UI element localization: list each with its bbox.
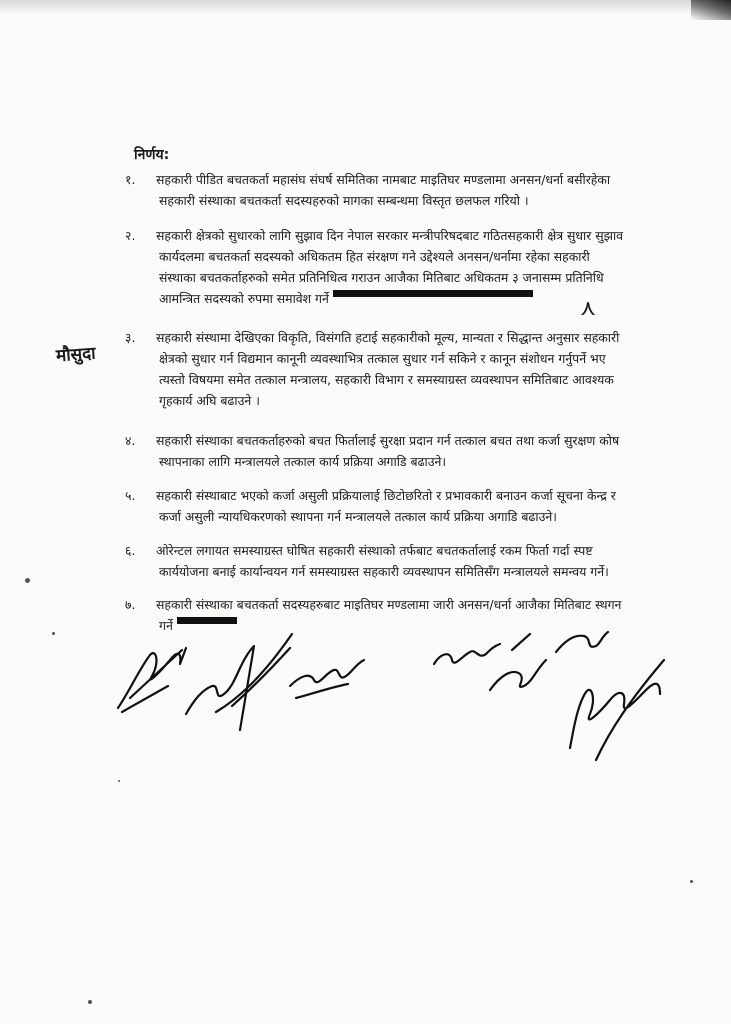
item-line: सहकारी संस्थाबाट भएको कर्जा असुली प्रक्रियालाई छिटोछरितो र प्रभावकारी बनाउन कर्जा सूचना केन्द्र र xyxy=(156,488,616,503)
item-number: ७. xyxy=(125,597,136,612)
item-line: आमन्त्रित सदस्यको रुपमा समावेश गर्ने xyxy=(159,291,329,306)
scan-speck xyxy=(52,632,55,635)
item-line: त्यस्तो विषयमा समेत तत्काल मन्त्रालय, सहकारी विभाग र समस्याग्रस्त व्यवस्थापन समितिबाट आवश्यक xyxy=(159,372,614,387)
decision-item-3 xyxy=(122,327,712,411)
item-number: १. xyxy=(125,172,136,187)
decision-item-6 xyxy=(122,540,712,582)
item-number: ५. xyxy=(125,488,136,503)
signature-1 xyxy=(118,648,186,712)
decision-item-4 xyxy=(122,430,712,472)
item-line: सहकारी संस्थाका बचतकर्ता सदस्यहरुबाट माइतिघर मण्डलामा जारी अनसन/धर्ना आजैका मितिबाट स्थगन xyxy=(156,597,622,612)
item-line: कर्जा असुली न्यायधिकरणको स्थापना गर्न मन्त्रालयले तत्काल कार्य प्रक्रिया अगाडि बढाउने। xyxy=(159,509,557,524)
item-line: स्थापनाका लागि मन्त्रालयले तत्काल कार्य प्रक्रिया अगाडि बढाउने। xyxy=(159,454,447,469)
decision-item-5 xyxy=(122,485,712,527)
item-line: कार्ययोजना बनाई कार्यान्वयन गर्न समस्याग्रस्त सहकारी व्यवस्थापन समितिसँग मन्त्रालयले समन्वय गर्ने। xyxy=(159,564,609,579)
scan-speck xyxy=(118,780,120,782)
item-line: सहकारी संस्थामा देखिएका विकृति, विसंगति हटाई सहकारीको मूल्य, मान्यता र सिद्धान्त अनुसार सहकारी xyxy=(156,330,620,345)
item-line: सहकारी संस्थाका बचतकर्ताहरुको बचत फिर्तालाई सुरक्षा प्रदान गर्न तत्काल बचत तथा कर्जा सुरक्षण कोष xyxy=(156,433,620,448)
item-number: ४. xyxy=(125,433,136,448)
decision-item-2 xyxy=(122,225,712,309)
item-line: गृहकार्य अघि बढाउने । xyxy=(159,393,260,408)
signature-7 xyxy=(570,660,664,760)
signature-4 xyxy=(434,644,500,664)
item-line: संस्थाका बचतकर्ताहरुको समेत प्रतिनिधित्व गराउन आजैका मितिबाट अधिकतम ३ जनासम्म प्रतिनिधि xyxy=(159,270,604,285)
item-number: ३. xyxy=(125,330,136,345)
decision-item-7 xyxy=(122,594,712,636)
item-line: क्षेत्रको सुधार गर्न विद्यमान कानूनी व्यवस्थाभित्र तत्काल सुधार गर्न सकिने र कानून संशोधन गर्नुपर्ने भए xyxy=(159,351,606,366)
item-line: कार्यदलमा बचतकर्ता सदस्यको अधिकतम हित संरक्षण गने उद्देश्यले अनसन/धर्नामा रहेका सहकारी xyxy=(159,249,590,264)
scan-speck xyxy=(690,880,693,883)
item-number: २. xyxy=(125,228,136,243)
item-line: सहकारी पीडित बचतकर्ता महासंघ संघर्ष समितिका नामबाट माइतिघर मण्डलामा अनसन/धर्ना बसीरहेका xyxy=(156,172,611,187)
item-line: सहकारी संस्थाका बचतकर्ता सदस्यहरुको मागका सम्बन्धमा विस्तृत छलफल गरियो । xyxy=(159,193,529,208)
decision-heading: निर्णय: xyxy=(134,147,170,163)
signature-5 xyxy=(490,634,546,690)
insertion-caret: ⋏ xyxy=(580,296,597,321)
signature-2 xyxy=(186,634,292,730)
item-number: ६. xyxy=(125,543,136,558)
decision-item-1 xyxy=(122,169,712,211)
scan-speck xyxy=(88,1000,92,1004)
scan-speck xyxy=(25,578,30,583)
struck-out-text xyxy=(333,290,533,309)
item-line: सहकारी क्षेत्रको सुधारको लागि सुझाव दिन नेपाल सरकार मन्त्रीपरिषदबाट गठितसहकारी क्षेत्र सुधार सुझाव xyxy=(156,228,624,243)
signature-3 xyxy=(290,660,364,698)
struck-out-text xyxy=(177,617,237,636)
scan-corner-shadow xyxy=(691,0,731,20)
item-line: गर्ने xyxy=(159,618,173,633)
item-line: ओरेन्टल लगायत समस्याग्रस्त घोषित सहकारी संस्थाको तर्फबाट बचतकर्तालाई रकम फिर्ता गर्दा स्पष्ट xyxy=(156,543,593,558)
margin-note: मौसुदा xyxy=(55,343,97,367)
scan-edge xyxy=(0,0,731,14)
